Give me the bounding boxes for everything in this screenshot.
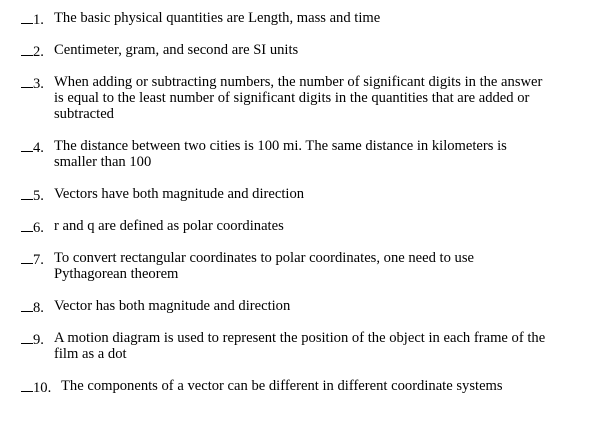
answer-blank[interactable] [21, 250, 33, 264]
question-text-line: Vector has both magnitude and direction [54, 298, 291, 314]
answer-blank[interactable] [21, 298, 33, 312]
question-number: 10. [33, 380, 52, 396]
question-text [54, 250, 474, 282]
question-text-line: The distance between two cities is 100 mi. The same distance in kilometers is [54, 138, 507, 154]
answer-blank[interactable] [21, 10, 33, 24]
question-number: 7. [33, 252, 44, 268]
question-number: 9. [33, 332, 44, 348]
question-text [61, 378, 503, 394]
answer-blank[interactable] [21, 138, 33, 152]
question-number: 3. [33, 76, 44, 92]
question-text-line: When adding or subtracting numbers, the number of significant digits in the answer [54, 74, 543, 90]
question-text [54, 10, 380, 26]
question-text [54, 330, 545, 362]
question-text-line: To convert rectangular coordinates to polar coordinates, one need to use [54, 250, 475, 266]
question-text [54, 186, 304, 202]
answer-blank[interactable] [21, 218, 33, 232]
question-number: 1. [33, 12, 44, 28]
question-text-line: Pythagorean theorem [54, 266, 179, 282]
answer-blank[interactable] [21, 186, 33, 200]
answer-blank[interactable] [21, 378, 33, 392]
question-text [54, 298, 290, 314]
question-text-line: Centimeter, gram, and second are SI units [54, 42, 299, 58]
question-text-line: film as a dot [54, 346, 127, 362]
question-text-line: A motion diagram is used to represent the position of the object in each frame of the [54, 330, 546, 346]
question-number: 5. [33, 188, 44, 204]
question-number: 6. [33, 220, 44, 236]
question-text-line: The components of a vector can be different in different coordinate systems [61, 378, 503, 394]
question-text-line: The basic physical quantities are Length, mass and time [54, 10, 381, 26]
question-text [54, 74, 542, 122]
question-text-line: Vectors have both magnitude and direction [54, 186, 305, 202]
answer-blank[interactable] [21, 330, 33, 344]
answer-blank[interactable] [21, 74, 33, 88]
question-text-line: smaller than 100 [54, 154, 152, 170]
question-number: 8. [33, 300, 44, 316]
question-text [54, 218, 284, 234]
question-text [54, 42, 298, 58]
question-text-line: is equal to the least number of significant digits in the quantities that are added or [54, 90, 530, 106]
question-number: 2. [33, 44, 44, 60]
question-text-line: r and q are defined as polar coordinates [54, 218, 284, 234]
question-number: 4. [33, 140, 44, 156]
answer-blank[interactable] [21, 42, 33, 56]
question-text-line: subtracted [54, 106, 114, 122]
question-text [54, 138, 507, 170]
